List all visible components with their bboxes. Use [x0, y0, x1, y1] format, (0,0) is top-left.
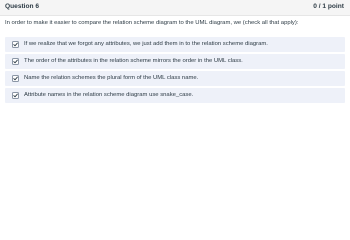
- checkbox[interactable]: [12, 75, 19, 82]
- answer-option-3[interactable]: [5, 71, 345, 86]
- checkbox[interactable]: [12, 58, 19, 65]
- checkmark-icon: [13, 42, 18, 47]
- checkbox[interactable]: [12, 92, 19, 99]
- checkmark-icon: [13, 59, 18, 64]
- question-prompt: In order to make it easier to compare the relation scheme diagram to the UML diagram, we (check all that apply):: [5, 20, 299, 26]
- answer-option-label: The order of the attributes in the relation scheme mirrors the order in the UML class.: [24, 58, 243, 64]
- answer-option-1[interactable]: [5, 37, 345, 52]
- answer-option-4[interactable]: [5, 88, 345, 103]
- question-header: [0, 0, 350, 16]
- checkbox[interactable]: [12, 41, 19, 48]
- checkmark-icon: [13, 93, 18, 98]
- answer-option-label: Attribute names in the relation scheme diagram use snake_case.: [24, 92, 194, 98]
- answer-option-label: If we realize that we forgot any attributes, we just add them in to the relation scheme diagram.: [24, 41, 268, 47]
- question-points: 0 / 1 point: [313, 3, 344, 10]
- question-title: Question 6: [5, 3, 40, 10]
- answer-option-label: Name the relation schemes the plural form of the UML class name.: [24, 75, 199, 81]
- checkmark-icon: [13, 76, 18, 81]
- answer-option-2[interactable]: [5, 54, 345, 69]
